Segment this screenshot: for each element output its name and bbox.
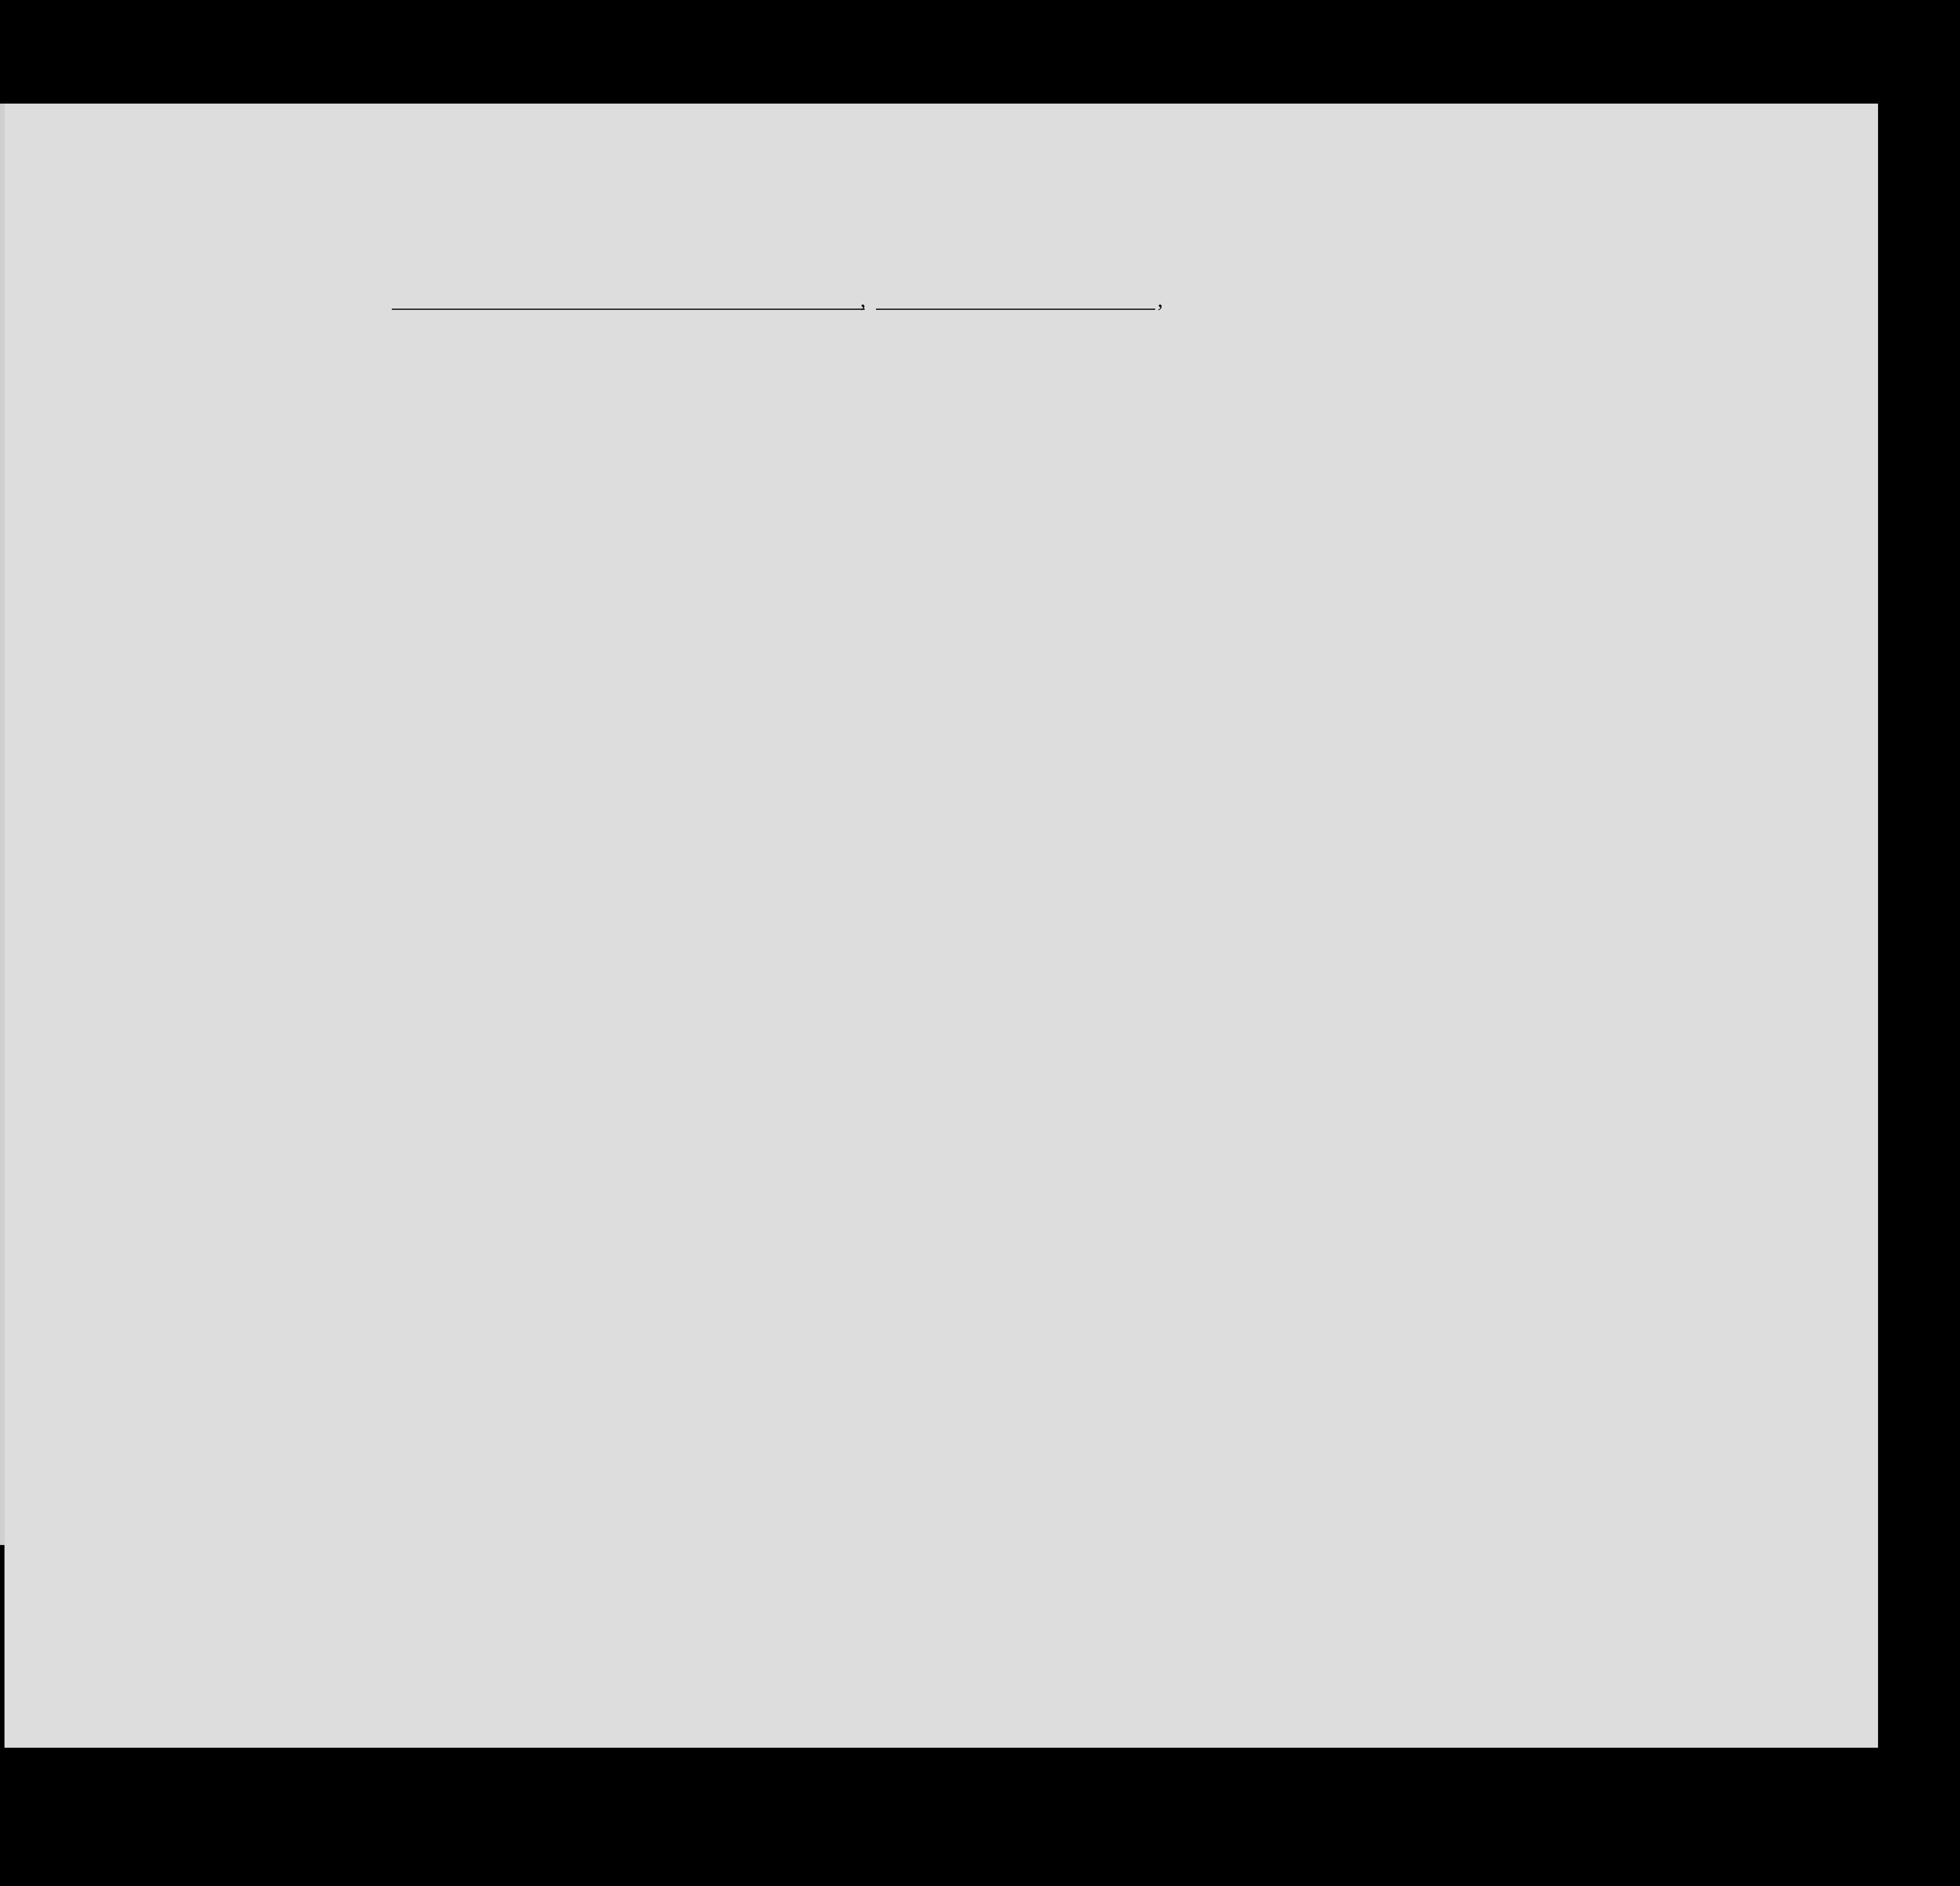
table-grid (5, 104, 1878, 1748)
comma: , (1157, 286, 1163, 312)
manifest-page (5, 104, 1878, 1748)
comma: , (860, 286, 866, 312)
